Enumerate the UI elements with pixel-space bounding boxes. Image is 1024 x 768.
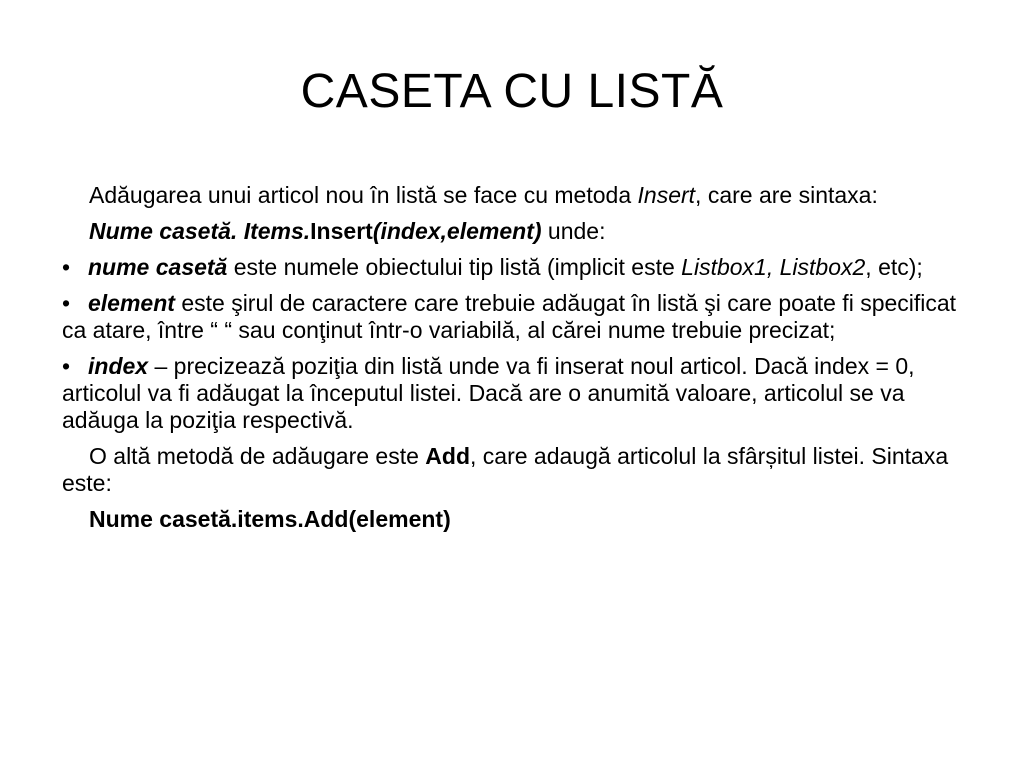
bullet-term-element: element (88, 290, 175, 316)
paragraph-insert-syntax (62, 218, 967, 245)
bullet-text-index: – precizează poziţia din listă unde va fi inserat noul articol. Dacă index = 0, articolul va fi adăugat la începutul listei. Dacă are o anumită valoare, articolul se va adăuga la poziţia respectivă. (62, 353, 915, 433)
bullet-nume-caseta (62, 254, 967, 281)
paragraph-add-intro (62, 443, 967, 497)
bullet-text-nume-caseta-a: este numele obiectului tip listă (implicit este (227, 254, 682, 280)
add-method-name: Add (425, 443, 471, 469)
bullet-icon: • (62, 254, 71, 280)
bullet-icon: • (62, 353, 71, 379)
insert-syntax-method: Insert (310, 218, 373, 244)
insert-syntax-tail: unde: (541, 218, 606, 244)
slide-content (62, 182, 967, 542)
add-syntax: Nume casetă.items.Add(element) (89, 506, 451, 532)
bullet-term-index: index (88, 353, 149, 379)
insert-method-name: Insert (637, 182, 696, 208)
add-intro-text-a: O altă metodă de adăugare este (89, 443, 426, 469)
paragraph-insert-intro (62, 182, 967, 209)
insert-intro-text-a: Adăugarea unui articol nou în listă se face cu metoda (89, 182, 638, 208)
slide-title: CASETA CU LISTĂ (300, 65, 724, 118)
bullet-element (62, 290, 967, 344)
bullet-icon: • (62, 290, 71, 316)
add-intro-text-b: , care adaugă articolul la sfârșitul listei. Sintaxa este: (62, 443, 949, 496)
bullet-text-nume-caseta-b: , etc); (865, 254, 923, 280)
bullet-index (62, 353, 967, 434)
insert-syntax-args: (index,element) (372, 218, 542, 244)
bullet-term-nume-caseta: nume casetă (88, 254, 228, 280)
insert-syntax-object: Nume casetă. Items. (89, 218, 311, 244)
paragraph-add-syntax (62, 506, 967, 533)
insert-intro-text-b: , care are sintaxa: (695, 182, 878, 208)
bullet-example-listbox: Listbox1, Listbox2 (681, 254, 866, 280)
bullet-text-element: este şirul de caractere care trebuie adăugat în listă şi care poate fi specificat ca atare, între “ “ sau conţinut într-o variabilă, al cărei nume trebuie precizat; (62, 290, 957, 343)
